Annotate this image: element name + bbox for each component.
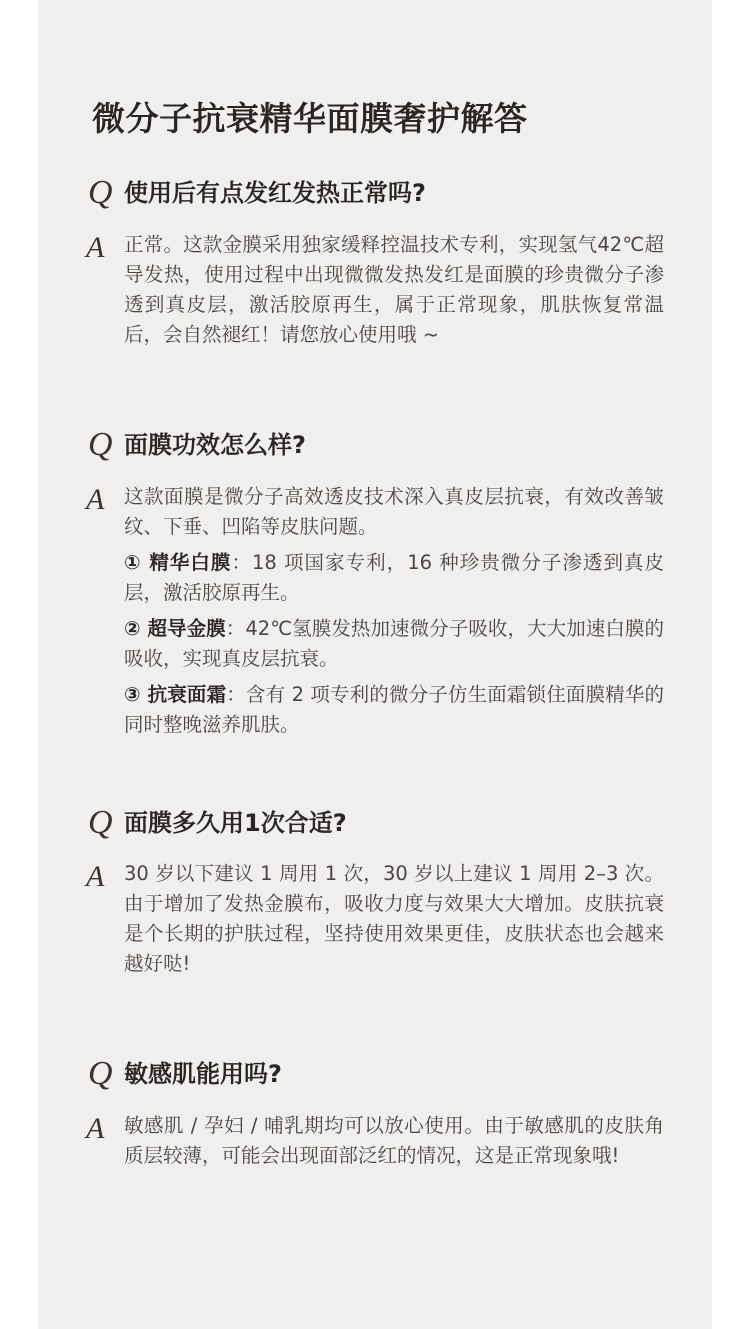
- answer-text: 30 岁以下建议 1 周用 1 次，30 岁以上建议 1 周用 2–3 次。由于增加了发热金膜布，吸收力度与效果大大增加。皮肤抗衰是个长期的护肤过程，坚持使用效果更佳，皮肤状态也会越来越好哒!: [124, 862, 664, 975]
- faq-answer: [124, 230, 664, 350]
- faq-answer: [124, 1111, 664, 1171]
- q-mark-icon: Q: [88, 804, 113, 841]
- a-mark-icon: A: [86, 860, 105, 893]
- item-label: ① 精华白膜: [124, 551, 232, 574]
- page-title: 微分子抗衰精华面膜奢护解答: [92, 99, 528, 138]
- item-label: ② 超导金膜: [124, 617, 226, 640]
- faq-question: 面膜多久用1次合适?: [124, 809, 347, 837]
- item-text: ：18 项国家专利，16 种珍贵微分子渗透到真皮层，激活胶原再生。: [124, 551, 664, 604]
- q-mark-icon: Q: [88, 1055, 113, 1092]
- faq-answer: [124, 482, 664, 740]
- faq-question: 面膜功效怎么样?: [124, 431, 306, 459]
- answer-item: [124, 680, 664, 740]
- answer-item: [124, 548, 664, 608]
- item-label: ③ 抗衰面霜: [124, 683, 227, 706]
- item-text: ：含有 2 项专利的微分子仿生面霜锁住面膜精华的同时整晚滋养肌肤。: [124, 683, 664, 736]
- answer-text: 正常。这款金膜采用独家缓释控温技术专利，实现氢气42℃超导发热，使用过程中出现微微发热发红是面膜的珍贵微分子渗透到真皮层，激活胶原再生，属于正常现象，肌肤恢复常温后，会自然褪红！请您放心使用哦 ~: [124, 233, 664, 346]
- faq-question: 使用后有点发红发热正常吗?: [124, 179, 426, 207]
- answer-text: 敏感肌 / 孕妇 / 哺乳期均可以放心使用。由于敏感肌的皮肤角质层较薄，可能会出现面部泛红的情况，这是正常现象哦!: [124, 1114, 664, 1167]
- q-mark-icon: Q: [88, 426, 113, 463]
- item-text: ：42℃氢膜发热加速微分子吸收，大大加速白膜的吸收，实现真皮层抗衰。: [124, 617, 664, 670]
- answer-item: [124, 614, 664, 674]
- q-mark-icon: Q: [88, 174, 113, 211]
- answer-text: 这款面膜是微分子高效透皮技术深入真皮层抗衰，有效改善皱纹、下垂、凹陷等皮肤问题。: [124, 485, 664, 538]
- faq-answer: [124, 859, 664, 979]
- a-mark-icon: A: [86, 483, 105, 516]
- a-mark-icon: A: [86, 231, 105, 264]
- faq-question: 敏感肌能用吗?: [124, 1060, 282, 1088]
- a-mark-icon: A: [86, 1112, 105, 1145]
